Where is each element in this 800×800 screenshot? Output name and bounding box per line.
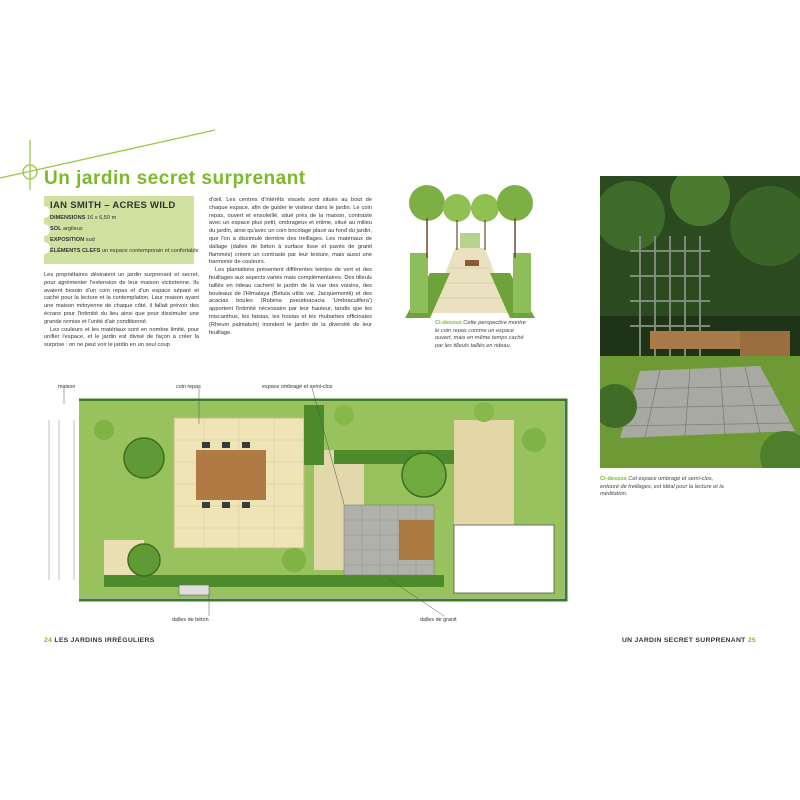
chapter-name: UN JARDIN SECRET SURPRENANT	[621, 637, 746, 644]
paragraph: Les plantations présentent différentes teintes de vert et des feuillages aux aspects variés mais complémentaires. Des tilleuls taillés en rideau cachent le jardin de la vue des voisins, des bouleaux de l'Himalaya (Betula utilis var. Jacquemontii) et des acacias boules (Robinia pseudoacacia 'Umbraculifera') apportent l'intimité nécessaire par leur hauteur, tandis que les miscanthus, les fatsias, les hostas et les rhubarbes officinales (Rheum palmatum) inondent le jardin de la diversité de leur feuillage.	[209, 267, 372, 336]
plan-leader-lines	[44, 384, 578, 624]
plan-label-concrete-slabs: dalles de béton	[172, 617, 209, 623]
designer-name: IAN SMITH – ACRES WILD	[50, 200, 176, 211]
footer-left	[44, 637, 155, 644]
body-column-1	[44, 272, 199, 350]
info-key-elements: ÉLÉMENTS CLEFS un espace contemporain et confortable	[50, 248, 199, 254]
infobox-notch	[38, 224, 50, 236]
sketch-caption: Ci-dessus Cette perspective montre le coin repas comme un espace ouvert, mais en même temps caché par les tilleuls taillés en rideau.	[435, 320, 526, 349]
plan-label-granite-slabs: dalles de granit	[420, 617, 457, 623]
info-box	[44, 196, 199, 264]
section-name: LES JARDINS IRRÉGULIERS	[54, 637, 155, 644]
infobox-notch	[38, 206, 50, 218]
info-dimensions: DIMENSIONS 16 x 6,50 m	[50, 215, 117, 221]
paragraph: Les propriétaires désiraient un jardin surprenant et secret, pour agrémenter l'extension de leur maison victorienne. Ils avaient besoin d'un coin repas et d'un espace séparé et caché pour la lecture et la contemplation. Leur maison ayant une maison mitoyenne de chaque côté, il fallait prévoir des écrans pour l'intimité du lieu ainsi que pour dissimuler une grande remise et l'unité d'air conditionné.	[44, 272, 199, 325]
plan-label-shaded-area: espace ombragé et semi-clos	[262, 384, 333, 390]
perspective-sketch	[405, 178, 535, 328]
garden-photo	[600, 176, 800, 468]
paragraph: d'œil. Les centres d'intérêts visuels sont situés au bout de chaque espace, afin de guider le visiteur dans le jardin. Le coin repas, ouvert et ensoleillé, situé près de la maison, contraste avec un espace plus petit, ombrageux et intime, situé au milieu du jardin, ainsi qu'avec un coin bricolage placé au fond du jardin, que l'on a dissimulé derrière des treillages. Les matériaux de dallage (dalles de béton à surface lisse et pavés de granit flammés) créent un contraste par leur texture, mais aussi une harmonie de couleurs.	[209, 197, 372, 266]
plan-label-dining: coin repas	[176, 384, 201, 390]
page-number: 24	[44, 637, 53, 644]
page-title: Un jardin secret surprenant	[44, 168, 306, 189]
body-column-2	[209, 197, 372, 337]
photo-caption: Ci-dessus Cet espace ombragé et semi-clos, entouré de treillages, est idéal pour la lecture et la méditation.	[600, 476, 724, 497]
info-soil: SOL argileux	[50, 226, 83, 232]
page-number: 25	[747, 637, 756, 644]
footer-right	[622, 637, 756, 644]
plan-label-house: maison	[58, 384, 76, 390]
paragraph: Les couleurs et les matériaux sont en nombre limité, pour unifier l'espace, et le jardin est divisé de façon à créer la surprise : on ne peut voir le jardin en un seul coup	[44, 326, 199, 349]
info-exposure: EXPOSITION sud	[50, 237, 95, 243]
infobox-notch	[38, 242, 50, 254]
